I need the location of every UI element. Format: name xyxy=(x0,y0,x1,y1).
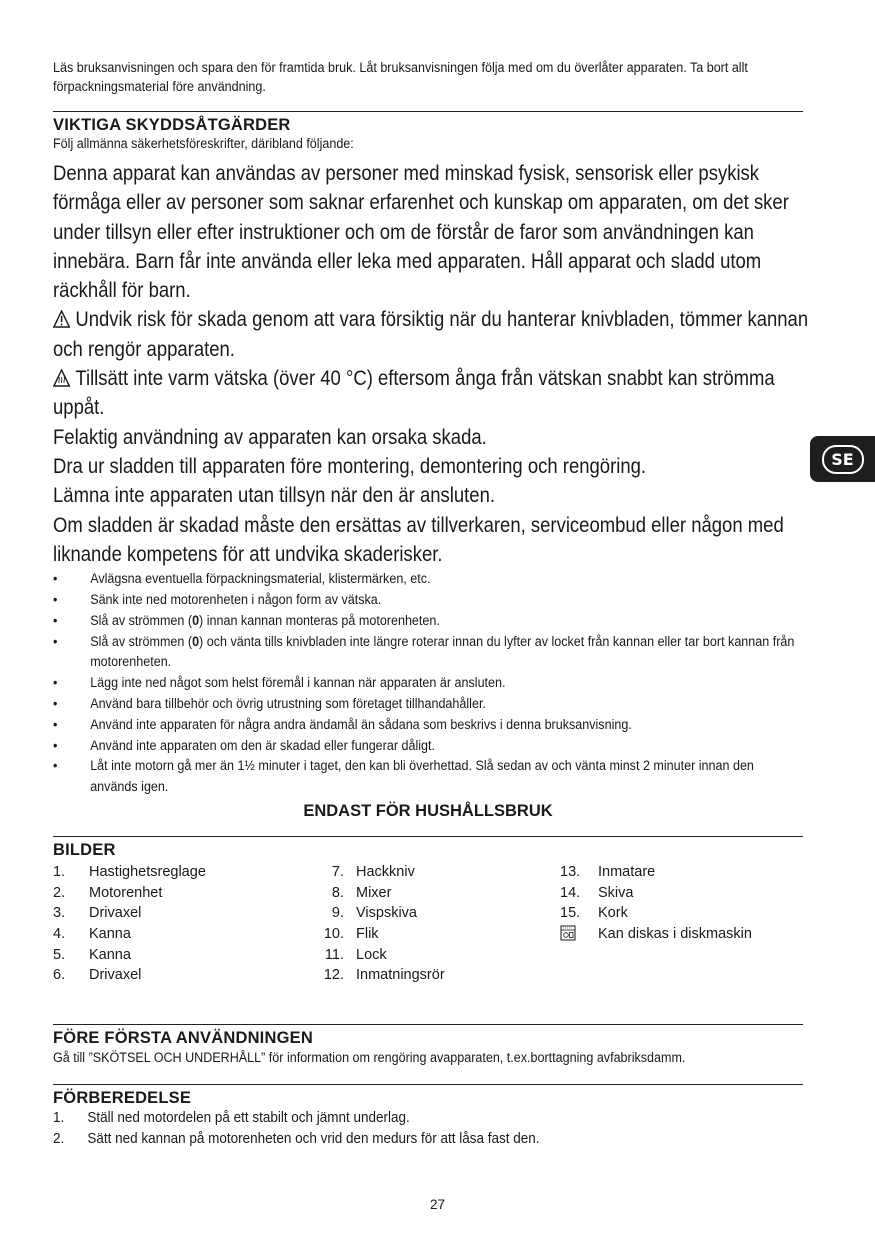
figure-item xyxy=(306,883,560,904)
step-number: 1. xyxy=(53,1110,65,1127)
safety-bullet-item xyxy=(53,673,804,694)
bullet-text-after: ) och vänta tills knivbladen inte längre roterar innan du lyfter av locket från kannan eller tar bort kannan från motorenheten. xyxy=(90,633,795,670)
figure-number: 7. xyxy=(331,863,344,880)
figure-number: 14. xyxy=(560,884,581,901)
figure-number: 12. xyxy=(323,967,344,984)
intro-text: Läs bruksanvisningen och spara den för framtida bruk. Låt bruksanvisningen följa med om du överlåter apparaten. Ta bort allt förpackningsmaterial före användning. xyxy=(53,60,748,94)
step-text: Ställ ned motordelen på ett stabilt och jämnt underlag. xyxy=(87,1110,410,1127)
figure-item xyxy=(53,862,306,883)
figure-item xyxy=(53,924,306,945)
safety-bullet-item xyxy=(53,611,804,632)
safety-line-misuse: Felaktig användning av apparaten kan orsaka skada. xyxy=(53,424,487,449)
figures-section xyxy=(53,836,803,986)
figures-column xyxy=(306,862,560,986)
figure-item xyxy=(53,883,306,904)
figure-label: Drivaxel xyxy=(89,967,142,984)
bullet-dot: • xyxy=(53,695,58,711)
bullet-text: Lägg inte ned något som helst föremål i kannan när apparaten är ansluten. xyxy=(90,675,506,691)
safety-bullet-item xyxy=(53,694,804,715)
bullet-text: Låt inte motorn gå mer än 1½ minuter i taget, den kan bli överhettad. Slå sedan av och vänta minst 2 minuter innan den används igen. xyxy=(90,758,754,795)
preparation-steps xyxy=(53,1108,797,1150)
figures-list xyxy=(53,862,803,986)
bullet-dot: • xyxy=(53,591,58,607)
bullet-bold-value: 0 xyxy=(192,612,200,628)
page-number: 27 xyxy=(429,1197,446,1212)
figure-label: Inmatare xyxy=(598,863,656,880)
figure-number: 11. xyxy=(324,946,344,963)
figure-number: 1. xyxy=(53,863,66,880)
figure-item xyxy=(560,883,752,904)
figures-column xyxy=(560,862,752,986)
safety-paragraph: Denna apparat kan användas av personer med minskad fysisk, sensorisk eller psykisk förmåga eller av personer som saknar erfarenhet och kunskap om apparaten, om det sker under tillsyn eller efter instruktioner och om de förstår de faror som användningen kan innebära. Barn får inte använda eller leka med apparaten. Håll apparat och sladd utom räckhåll för barn. xyxy=(53,161,789,303)
safety-line-unplug: Dra ur sladden till apparaten före montering, demontering och rengöring. xyxy=(53,453,647,478)
figure-number: 6. xyxy=(53,967,66,984)
figure-item xyxy=(560,862,752,883)
figure-item xyxy=(306,965,560,986)
warning-triangle-icon xyxy=(53,310,70,328)
figure-number: 10. xyxy=(323,926,344,943)
figure-number: 3. xyxy=(53,905,66,922)
safety-bullet-list xyxy=(53,569,804,798)
figure-label: Hastighetsreglage xyxy=(89,863,206,880)
figure-label: Mixer xyxy=(356,884,392,901)
warning-knife xyxy=(53,305,810,364)
preparation-title: FÖRBEREDELSE xyxy=(53,1089,192,1108)
bullet-text: Sänk inte ned motorenheten i någon form av vätska. xyxy=(90,591,382,607)
preparation-step xyxy=(53,1129,797,1150)
safety-bullet-item xyxy=(53,736,804,757)
language-code: SE xyxy=(822,445,864,474)
figure-label: Lock xyxy=(356,946,387,963)
page-content xyxy=(53,58,809,1150)
bullet-text: Slå av strömmen ( xyxy=(90,633,193,649)
figure-item xyxy=(306,862,560,883)
safety-line-unattended: Lämna inte apparaten utan tillsyn när den är ansluten. xyxy=(53,483,495,508)
figure-number: 13. xyxy=(560,863,581,880)
bullet-text: Använd inte apparaten för några andra ändamål än sådana som beskrivs i denna bruksanvisning. xyxy=(90,716,632,732)
safety-bullet-item xyxy=(53,632,804,674)
first-use-section xyxy=(53,1024,803,1067)
safety-section xyxy=(53,111,809,822)
figure-label: Flik xyxy=(356,926,379,943)
dishwasher-icon xyxy=(560,925,576,941)
figures-column xyxy=(53,862,306,986)
figure-label: Skiva xyxy=(598,884,634,901)
safety-bullet-item xyxy=(53,569,804,590)
dishwasher-icon-holder xyxy=(560,924,598,945)
figure-number: 5. xyxy=(53,946,66,963)
dishwasher-label: Kan diskas i diskmaskin xyxy=(598,926,752,943)
safety-bullet-item xyxy=(53,756,804,798)
first-use-text: Gå till ”SKÖTSEL OCH UNDERHÅLL” för information om rengöring avapparaten, t.ex.borttagning avfabriksdamm. xyxy=(53,1050,686,1066)
language-tab xyxy=(810,436,875,482)
figure-item xyxy=(560,903,752,924)
figure-label: Motorenhet xyxy=(89,884,163,901)
hot-liquid-warning-icon xyxy=(53,369,70,387)
bullet-text: Använd inte apparaten om den är skadad eller fungerar dåligt. xyxy=(90,737,435,753)
figure-label: Inmatningsrör xyxy=(356,967,445,984)
figure-number: 15. xyxy=(560,905,581,922)
figure-label: Kork xyxy=(598,905,628,922)
figure-item xyxy=(306,945,560,966)
figure-label: Vispskiva xyxy=(356,905,417,922)
figure-label: Kanna xyxy=(89,946,131,963)
bullet-dot: • xyxy=(53,675,58,691)
warning-hot-text: Tillsätt inte varm vätska (över 40 °C) eftersom ånga från vätskan snabbt kan strömma uppåt. xyxy=(53,366,775,420)
step-number: 2. xyxy=(53,1131,65,1148)
figure-item xyxy=(53,965,306,986)
figure-label: Drivaxel xyxy=(89,905,142,922)
figure-item xyxy=(306,924,560,945)
figure-item xyxy=(53,903,306,924)
figure-item xyxy=(306,903,560,924)
bullet-dot: • xyxy=(53,737,58,753)
safety-main-text xyxy=(53,159,810,569)
bullet-dot: • xyxy=(53,758,58,774)
figure-item-dishwasher xyxy=(560,924,752,945)
bullet-dot: • xyxy=(53,633,58,649)
bullet-bold-value: 0 xyxy=(192,633,200,649)
warning-hot xyxy=(53,364,810,423)
figure-number: 8. xyxy=(331,884,344,901)
bullet-text: Använd bara tillbehör och övrig utrustning som företaget tillhandahåller. xyxy=(90,695,486,711)
figure-number: 4. xyxy=(53,926,66,943)
step-text: Sätt ned kannan på motorenheten och vrid den medurs för att låsa fast den. xyxy=(87,1131,540,1148)
warning-knife-text: Undvik risk för skada genom att vara försiktig när du hanterar knivbladen, tömmer kannan och rengör apparaten. xyxy=(53,307,809,361)
safety-title: VIKTIGA SKYDDSÅTGÄRDER xyxy=(53,116,291,134)
figure-number: 2. xyxy=(53,884,66,901)
bullet-text: Slå av strömmen ( xyxy=(90,612,193,628)
preparation-section xyxy=(53,1084,803,1150)
preparation-step xyxy=(53,1108,797,1129)
figure-number: 9. xyxy=(331,905,344,922)
figure-item xyxy=(53,945,306,966)
figure-label: Kanna xyxy=(89,926,131,943)
first-use-title: FÖRE FÖRSTA ANVÄNDNINGEN xyxy=(53,1029,313,1048)
bullet-dot: • xyxy=(53,571,58,587)
safety-bullet-item xyxy=(53,715,804,736)
figure-label: Hackkniv xyxy=(356,863,415,880)
safety-bullet-item xyxy=(53,590,804,611)
bullet-text-after: ) innan kannan monteras på motorenheten. xyxy=(199,612,440,628)
figures-title: BILDER xyxy=(53,840,116,859)
bullet-text: Avlägsna eventuella förpackningsmaterial, klistermärken, etc. xyxy=(90,571,431,587)
safety-line-cord: Om sladden är skadad måste den ersättas av tillverkaren, serviceombud eller någon med liknande kompetens för att undvika skaderisker. xyxy=(53,512,784,566)
bullet-dot: • xyxy=(53,612,58,628)
household-use-heading: ENDAST FÖR HUSHÅLLSBRUK xyxy=(303,801,553,820)
bullet-dot: • xyxy=(53,716,58,732)
safety-subtitle: Följ allmänna säkerhetsföreskrifter, däribland följande: xyxy=(53,136,354,151)
